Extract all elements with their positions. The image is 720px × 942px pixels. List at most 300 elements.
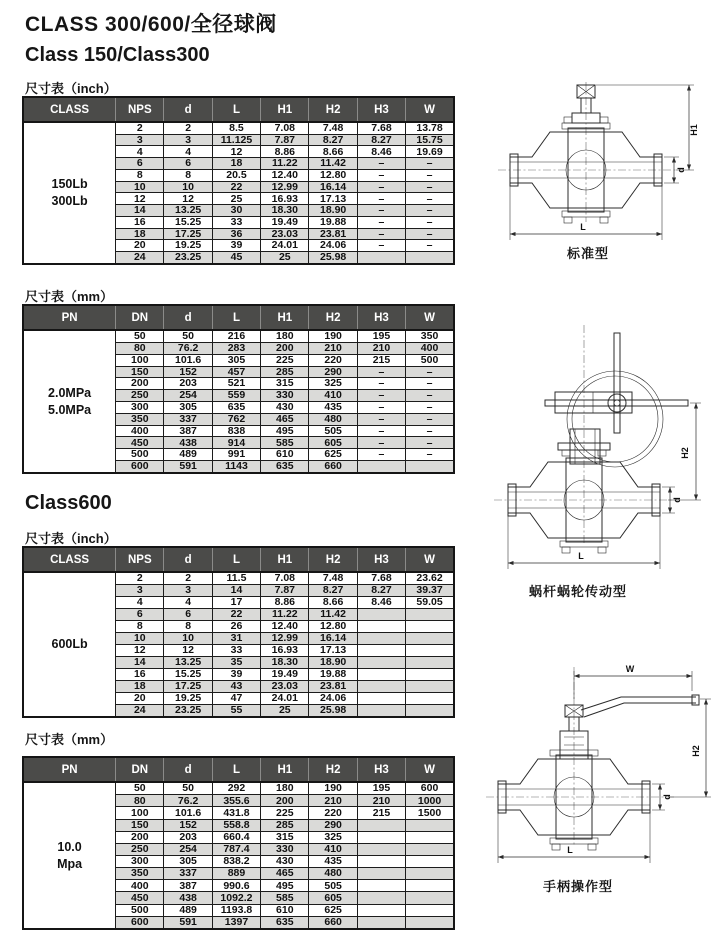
table-cell: 43 <box>212 680 260 692</box>
table-cell: 12 <box>212 146 260 158</box>
table-cell: 10 <box>164 632 212 644</box>
table-cell: 8 <box>116 620 164 632</box>
column-header: H3 <box>357 305 405 330</box>
table-cell <box>406 819 454 831</box>
dim-label-l: L <box>567 845 573 855</box>
table-cell: 660.4 <box>212 831 260 843</box>
table-cell: 305 <box>164 855 212 867</box>
table-cell: 10 <box>164 181 212 193</box>
table-cell: 591 <box>164 916 212 929</box>
table-cell: 8.5 <box>212 122 260 134</box>
table-cell: 585 <box>261 892 309 904</box>
section1-heading: Class 150/Class300 <box>25 44 210 66</box>
table-cell: 215 <box>357 807 405 819</box>
table-cell: 1193.8 <box>212 904 260 916</box>
table-cell: 19.88 <box>309 216 357 228</box>
table-cell: 80 <box>116 342 164 354</box>
table-cell <box>357 644 405 656</box>
table-cell: 39 <box>212 240 260 252</box>
table-cell: 25 <box>261 704 309 717</box>
table-cell: 990.6 <box>212 880 260 892</box>
table-cell: 387 <box>164 880 212 892</box>
table-cell: 7.48 <box>309 572 357 585</box>
table-cell: 250 <box>116 390 164 402</box>
table-cell: 25.98 <box>309 252 357 264</box>
dim-label-d: d <box>676 167 686 173</box>
table-cell: 50 <box>164 782 212 795</box>
table-cell: 3 <box>116 134 164 146</box>
table-cell: 76.2 <box>164 342 212 354</box>
table-cell: – <box>357 193 405 205</box>
column-header: H2 <box>309 547 357 572</box>
table-cell: 14 <box>116 205 164 217</box>
table-cell <box>357 819 405 831</box>
table-cell: 18.30 <box>261 656 309 668</box>
table-cell: 19.25 <box>164 692 212 704</box>
table-cell: 610 <box>261 449 309 461</box>
table-cell: 585 <box>261 437 309 449</box>
table-class150-300-inch <box>22 96 455 265</box>
table-row <box>23 122 454 134</box>
table-cell: – <box>406 169 454 181</box>
table-cell: 410 <box>309 390 357 402</box>
table-cell: 24.06 <box>309 692 357 704</box>
table-cell: 13.78 <box>406 122 454 134</box>
column-header: L <box>212 547 260 572</box>
table-cell: 350 <box>116 413 164 425</box>
table-cell: 7.87 <box>261 134 309 146</box>
table-cell: 18.90 <box>309 656 357 668</box>
table-cell: 18 <box>116 228 164 240</box>
table-cell: 350 <box>116 868 164 880</box>
table-cell: 600 <box>116 461 164 473</box>
dim-label-d: d <box>672 497 682 503</box>
table-cell: 315 <box>261 378 309 390</box>
table-cell: 47 <box>212 692 260 704</box>
table-cell: 600 <box>116 916 164 929</box>
table-cell: 355.6 <box>212 795 260 807</box>
table-cell: 4 <box>116 597 164 609</box>
table-cell: 225 <box>261 807 309 819</box>
table-cell: 465 <box>261 413 309 425</box>
table-cell: 8.66 <box>309 597 357 609</box>
table-cell: 24 <box>116 704 164 717</box>
table-cell: 55 <box>212 704 260 717</box>
table-cell <box>406 916 454 929</box>
table-cell: 430 <box>261 855 309 867</box>
table-cell: 30 <box>212 205 260 217</box>
table-cell: 23.81 <box>309 680 357 692</box>
table-cell: 430 <box>261 401 309 413</box>
table-cell <box>406 843 454 855</box>
valve-diagram-handle <box>478 633 720 871</box>
table-cell: 8.27 <box>357 134 405 146</box>
table-cell: 285 <box>261 819 309 831</box>
table-cell <box>357 632 405 644</box>
table-cell: 13.25 <box>164 205 212 217</box>
table-cell: 6 <box>164 158 212 170</box>
table-cell: 11.22 <box>261 158 309 170</box>
table-cell: – <box>406 181 454 193</box>
table-cell: 220 <box>309 354 357 366</box>
table-cell: 337 <box>164 413 212 425</box>
column-header: H2 <box>309 757 357 782</box>
table-class600-mm <box>22 756 455 930</box>
table-cell: 283 <box>212 342 260 354</box>
table-cell: 292 <box>212 782 260 795</box>
table-cell: – <box>406 413 454 425</box>
table-cell: 12.40 <box>261 169 309 181</box>
column-header: W <box>406 547 454 572</box>
column-header: d <box>164 757 212 782</box>
diagram2-caption: 蜗杆蜗轮传动型 <box>528 584 627 599</box>
table-cell: 12 <box>116 193 164 205</box>
table-cell: 431.8 <box>212 807 260 819</box>
table-cell: – <box>357 449 405 461</box>
table-cell <box>357 892 405 904</box>
table-cell: 4 <box>116 146 164 158</box>
table-cell: 50 <box>164 330 212 342</box>
table-cell: 33 <box>212 644 260 656</box>
table-cell <box>406 620 454 632</box>
table-cell: – <box>406 216 454 228</box>
table-cell: 195 <box>357 330 405 342</box>
table-cell: – <box>406 193 454 205</box>
table-cell <box>357 608 405 620</box>
header-row <box>23 305 454 330</box>
table-cell: 10 <box>116 181 164 193</box>
table-cell: 991 <box>212 449 260 461</box>
table-cell: 13.25 <box>164 656 212 668</box>
table-cell: 15.25 <box>164 216 212 228</box>
table-cell: 635 <box>261 461 309 473</box>
table-cell: 215 <box>357 354 405 366</box>
table-cell: 152 <box>164 819 212 831</box>
diagram1-caption: 标准型 <box>566 246 609 261</box>
table-cell <box>406 880 454 892</box>
section2-heading: Class600 <box>25 492 112 514</box>
column-header: L <box>212 757 260 782</box>
table-cell: 489 <box>164 904 212 916</box>
table-cell: 24.01 <box>261 240 309 252</box>
table-cell: 635 <box>261 916 309 929</box>
table-cell: 600 <box>406 782 454 795</box>
table-cell: 18 <box>116 680 164 692</box>
table-cell: – <box>406 425 454 437</box>
table-cell: 17.13 <box>309 644 357 656</box>
table-cell: 39 <box>212 668 260 680</box>
column-header: H3 <box>357 547 405 572</box>
table-cell: – <box>406 205 454 217</box>
column-header: H2 <box>309 97 357 122</box>
table-cell <box>357 831 405 843</box>
table-cell: 45 <box>212 252 260 264</box>
table-cell: 100 <box>116 354 164 366</box>
table-cell: 20.5 <box>212 169 260 181</box>
table-cell: 480 <box>309 413 357 425</box>
table-cell: 625 <box>309 904 357 916</box>
table-cell: 31 <box>212 632 260 644</box>
table-cell: 305 <box>212 354 260 366</box>
table-cell: 8 <box>116 169 164 181</box>
table-cell: 180 <box>261 782 309 795</box>
table-cell: 7.68 <box>357 572 405 585</box>
column-header: W <box>406 97 454 122</box>
table-cell: 2 <box>116 572 164 585</box>
table-cell: 24 <box>116 252 164 264</box>
table-cell: 254 <box>164 390 212 402</box>
dim-label-d: d <box>662 794 672 800</box>
page-title: CLASS 300/600/全径球阀 <box>25 13 277 36</box>
table-cell: 4 <box>164 597 212 609</box>
table-cell: – <box>406 366 454 378</box>
table-cell: 59.05 <box>406 597 454 609</box>
table-cell: 20 <box>116 240 164 252</box>
table-cell: – <box>357 205 405 217</box>
table-cell <box>406 692 454 704</box>
table-cell: 16 <box>116 216 164 228</box>
table-cell: – <box>357 366 405 378</box>
table-cell: 17.13 <box>309 193 357 205</box>
table-cell: 505 <box>309 425 357 437</box>
table-cell: – <box>357 216 405 228</box>
class-group-cell: 2.0MPa 5.0MPa <box>23 330 116 473</box>
table2-label: 尺寸表（mm） <box>25 289 114 304</box>
table-cell <box>357 692 405 704</box>
table-cell: 290 <box>309 366 357 378</box>
table-cell: 480 <box>309 868 357 880</box>
table-cell: 19.25 <box>164 240 212 252</box>
column-header: H3 <box>357 97 405 122</box>
table-cell: 195 <box>357 782 405 795</box>
table-cell: 12.40 <box>261 620 309 632</box>
table-cell: 19.49 <box>261 216 309 228</box>
column-header: d <box>164 97 212 122</box>
table-cell: 24.06 <box>309 240 357 252</box>
table-cell <box>406 892 454 904</box>
table-cell: 410 <box>309 843 357 855</box>
table-cell: 16.14 <box>309 632 357 644</box>
table-cell: 435 <box>309 855 357 867</box>
table-cell: 762 <box>212 413 260 425</box>
table-cell: 7.08 <box>261 572 309 585</box>
table-cell: 150 <box>116 819 164 831</box>
table-cell: 150 <box>116 366 164 378</box>
table-cell: 660 <box>309 916 357 929</box>
table-cell <box>357 880 405 892</box>
table-cell <box>406 680 454 692</box>
table-cell: 438 <box>164 437 212 449</box>
table-cell <box>357 843 405 855</box>
table-cell: 14 <box>116 656 164 668</box>
table-cell: 457 <box>212 366 260 378</box>
table-cell: – <box>357 390 405 402</box>
table-cell: 216 <box>212 330 260 342</box>
table-cell: 14 <box>212 585 260 597</box>
table-cell: 25 <box>212 193 260 205</box>
table-cell: – <box>406 228 454 240</box>
table-cell: 7.68 <box>357 122 405 134</box>
table-cell: – <box>357 401 405 413</box>
dim-label-h2: H2 <box>691 745 701 757</box>
column-header: d <box>164 547 212 572</box>
table-cell: – <box>357 240 405 252</box>
table-cell: 200 <box>261 795 309 807</box>
table-cell: 210 <box>309 795 357 807</box>
table-cell: 6 <box>116 158 164 170</box>
table-cell: – <box>357 413 405 425</box>
table-cell: 1092.2 <box>212 892 260 904</box>
dimension-table <box>22 756 455 930</box>
column-header: PN <box>23 305 116 330</box>
table-cell <box>357 855 405 867</box>
table-cell: 325 <box>309 378 357 390</box>
table-cell: 22 <box>212 181 260 193</box>
table-cell: 254 <box>164 843 212 855</box>
column-header: W <box>406 305 454 330</box>
table-cell: 3 <box>164 585 212 597</box>
table-cell: 435 <box>309 401 357 413</box>
table-cell: 290 <box>309 819 357 831</box>
table-cell: 8.66 <box>309 146 357 158</box>
column-header: H1 <box>261 757 309 782</box>
column-header: NPS <box>116 97 164 122</box>
table-cell: 17 <box>212 597 260 609</box>
table3-label: 尺寸表（inch） <box>25 531 117 546</box>
table-cell <box>406 461 454 473</box>
table-cell: 337 <box>164 868 212 880</box>
table-cell: 11.22 <box>261 608 309 620</box>
table-cell: 50 <box>116 782 164 795</box>
table-cell: 400 <box>116 880 164 892</box>
table-cell: 203 <box>164 831 212 843</box>
table-cell: 500 <box>116 904 164 916</box>
table-cell: 11.5 <box>212 572 260 585</box>
table-cell: 19.69 <box>406 146 454 158</box>
table-cell: 558.8 <box>212 819 260 831</box>
table-cell: 8.27 <box>309 134 357 146</box>
dimension-table <box>22 546 455 718</box>
table-cell: 300 <box>116 401 164 413</box>
table-cell: – <box>357 228 405 240</box>
table-cell: 7.48 <box>309 122 357 134</box>
table-cell: 180 <box>261 330 309 342</box>
header-row <box>23 547 454 572</box>
table-cell: 33 <box>212 216 260 228</box>
table-cell: – <box>357 437 405 449</box>
table-cell: 80 <box>116 795 164 807</box>
table-cell: 203 <box>164 378 212 390</box>
table-cell <box>406 868 454 880</box>
column-header: d <box>164 305 212 330</box>
table-cell: 200 <box>116 378 164 390</box>
column-header: PN <box>23 757 116 782</box>
column-header: L <box>212 97 260 122</box>
column-header: DN <box>116 305 164 330</box>
table-cell: 8.46 <box>357 597 405 609</box>
table-cell <box>406 632 454 644</box>
table-cell: – <box>357 158 405 170</box>
table-cell: 16.93 <box>261 193 309 205</box>
table-cell <box>406 656 454 668</box>
table-cell: 101.6 <box>164 807 212 819</box>
table-cell: 10 <box>116 632 164 644</box>
table-cell: 22 <box>212 608 260 620</box>
table-cell: 450 <box>116 892 164 904</box>
diagram3-caption: 手柄操作型 <box>542 879 613 894</box>
table-cell: 25 <box>261 252 309 264</box>
table-cell: 3 <box>164 134 212 146</box>
table-cell <box>357 680 405 692</box>
table-cell <box>357 868 405 880</box>
table-cell <box>357 620 405 632</box>
table-cell: 39.37 <box>406 585 454 597</box>
table-cell: 210 <box>357 342 405 354</box>
table-cell: 100 <box>116 807 164 819</box>
table-cell: 489 <box>164 449 212 461</box>
table-cell: 500 <box>406 354 454 366</box>
table-cell: 438 <box>164 892 212 904</box>
table-cell: 610 <box>261 904 309 916</box>
table-cell: 23.81 <box>309 228 357 240</box>
table-cell: 8.27 <box>357 585 405 597</box>
table-cell: 23.25 <box>164 252 212 264</box>
table-cell: 101.6 <box>164 354 212 366</box>
table-cell: 190 <box>309 330 357 342</box>
column-header: H2 <box>309 305 357 330</box>
table-cell: – <box>406 390 454 402</box>
column-header: CLASS <box>23 97 116 122</box>
table-cell: 4 <box>164 146 212 158</box>
table-cell: 330 <box>261 843 309 855</box>
table-cell: 914 <box>212 437 260 449</box>
table-cell: – <box>357 425 405 437</box>
table-cell: – <box>357 378 405 390</box>
table-cell: 6 <box>116 608 164 620</box>
table-cell: 450 <box>116 437 164 449</box>
table-cell: 11.42 <box>309 158 357 170</box>
table-cell: 495 <box>261 880 309 892</box>
table-cell <box>357 668 405 680</box>
table-cell: 18.30 <box>261 205 309 217</box>
table-cell: 330 <box>261 390 309 402</box>
table-cell: 1397 <box>212 916 260 929</box>
table-cell: 35 <box>212 656 260 668</box>
table-cell: 12.99 <box>261 632 309 644</box>
table-cell <box>357 656 405 668</box>
table-cell: 250 <box>116 843 164 855</box>
table-cell: 1000 <box>406 795 454 807</box>
table-cell: 24.01 <box>261 692 309 704</box>
table-cell: 8 <box>164 620 212 632</box>
table-cell: 605 <box>309 437 357 449</box>
valve-diagram-standard <box>488 82 708 257</box>
table-cell <box>357 461 405 473</box>
table-cell: – <box>406 449 454 461</box>
table-cell: – <box>406 158 454 170</box>
header-row <box>23 757 454 782</box>
table-cell: 1500 <box>406 807 454 819</box>
table-cell: 12 <box>164 193 212 205</box>
column-header: CLASS <box>23 547 116 572</box>
table-cell: 660 <box>309 461 357 473</box>
table-cell: 18 <box>212 158 260 170</box>
table-cell: 19.88 <box>309 668 357 680</box>
table-cell: 2 <box>116 122 164 134</box>
table-cell: 465 <box>261 868 309 880</box>
table-cell: 591 <box>164 461 212 473</box>
dim-label-l: L <box>580 222 586 232</box>
